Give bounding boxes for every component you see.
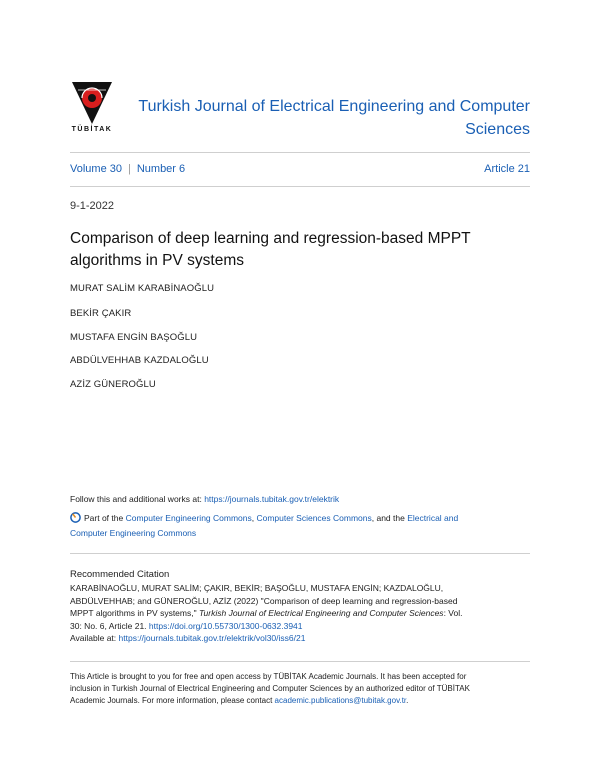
author: MUSTAFA ENGİN BAŞOĞLU [70,332,198,343]
citation-line1: KARABİNAOĞLU, MURAT SALİM; ÇAKIR, BEKİR; BAŞOĞLU, MUSTAFA ENGİN; KAZDALOĞLU, [70,583,444,593]
issue-separator: | [127,163,131,175]
part-of-sep1: , [251,513,257,523]
paper-title-line2: algorithms in PV systems [70,252,244,269]
commons-link-computer-engineering[interactable]: Computer Engineering Commons [125,513,252,523]
citation-line3: MPPT algorithms in PV systems," [70,608,199,618]
notice-line1: This Article is brought to you for free and open access by TÜBİTAK Academic Journals. It has been accepted for [70,672,467,681]
notice-period: . [406,696,409,705]
issue-row [70,163,530,175]
divider-notice [70,661,530,662]
paper-title-line1: Comparison of deep learning and regression-based MPPT [70,230,471,247]
recommended-citation-heading: Recommended Citation [70,569,170,580]
citation-vol: : Vol. [443,608,463,618]
journal-title-line1[interactable]: Turkish Journal of Electrical Engineering and Computer [138,98,530,115]
publication-date: 9-1-2022 [70,200,115,212]
contact-email-link[interactable]: academic.publications@tubitak.gov.tr [274,696,407,705]
part-of-sep2: , and the [371,513,408,523]
citation-journal: Turkish Journal of Electrical Engineering and Computer Sciences [198,608,444,618]
paper-title [70,228,530,272]
notice-line2: inclusion in Turkish Journal of Electrical Engineering and Computer Sciences by an authorized editor of TÜBİTAK [70,684,470,693]
notice-line3: Academic Journals. For more information, please contact [70,696,275,705]
author: BEKİR ÇAKIR [70,308,132,319]
number-link[interactable]: Number 6 [136,163,186,175]
header [70,78,530,144]
commons-link-electrical-computer-engineering[interactable]: Electrical and [407,513,459,523]
author: MURAT SALİM KARABİNAOĞLU [70,283,215,294]
citation-line4: 30: No. 6, Article 21. [70,620,149,631]
commons-link-computer-sciences[interactable]: Computer Sciences Commons [256,513,372,523]
recommended-citation [70,582,530,645]
follow-text: Follow this and additional works at: [70,494,205,504]
article-link[interactable]: Article 21 [484,163,530,175]
journal-title[interactable] [130,95,530,141]
commons-link-electrical-computer-engineering-cont[interactable]: Computer Engineering Commons [70,528,197,538]
divider-citation [70,553,530,554]
follow-link[interactable]: https://journals.tubitak.gov.tr/elektrik [204,494,340,504]
journal-title-line2[interactable]: Sciences [465,121,530,138]
divider-top [70,152,530,153]
divider-issue [70,186,530,187]
available-link[interactable]: https://journals.tubitak.gov.tr/elektrik/vol30/iss6/21 [118,633,306,643]
follow-line [70,492,530,507]
logo-text: TÜBİTAK [71,126,113,133]
doi-link[interactable]: https://doi.org/10.55730/1300-0632.3941 [148,620,303,631]
open-access-icon [70,512,81,523]
author: ABDÜLVEHHAB KAZDALOĞLU [70,355,209,366]
citation-line2: ABDÜLVEHHAB; and GÜNEROĞLU, AZİZ (2022) "Comparison of deep learning and regression-based [70,595,458,606]
author: AZİZ GÜNEROĞLU [70,379,156,390]
available-text: Available at: [70,633,119,643]
part-of-prefix: Part of the [84,513,126,523]
volume-link[interactable]: Volume 30 [70,163,122,175]
access-notice [70,671,530,707]
part-of-block [70,511,530,541]
